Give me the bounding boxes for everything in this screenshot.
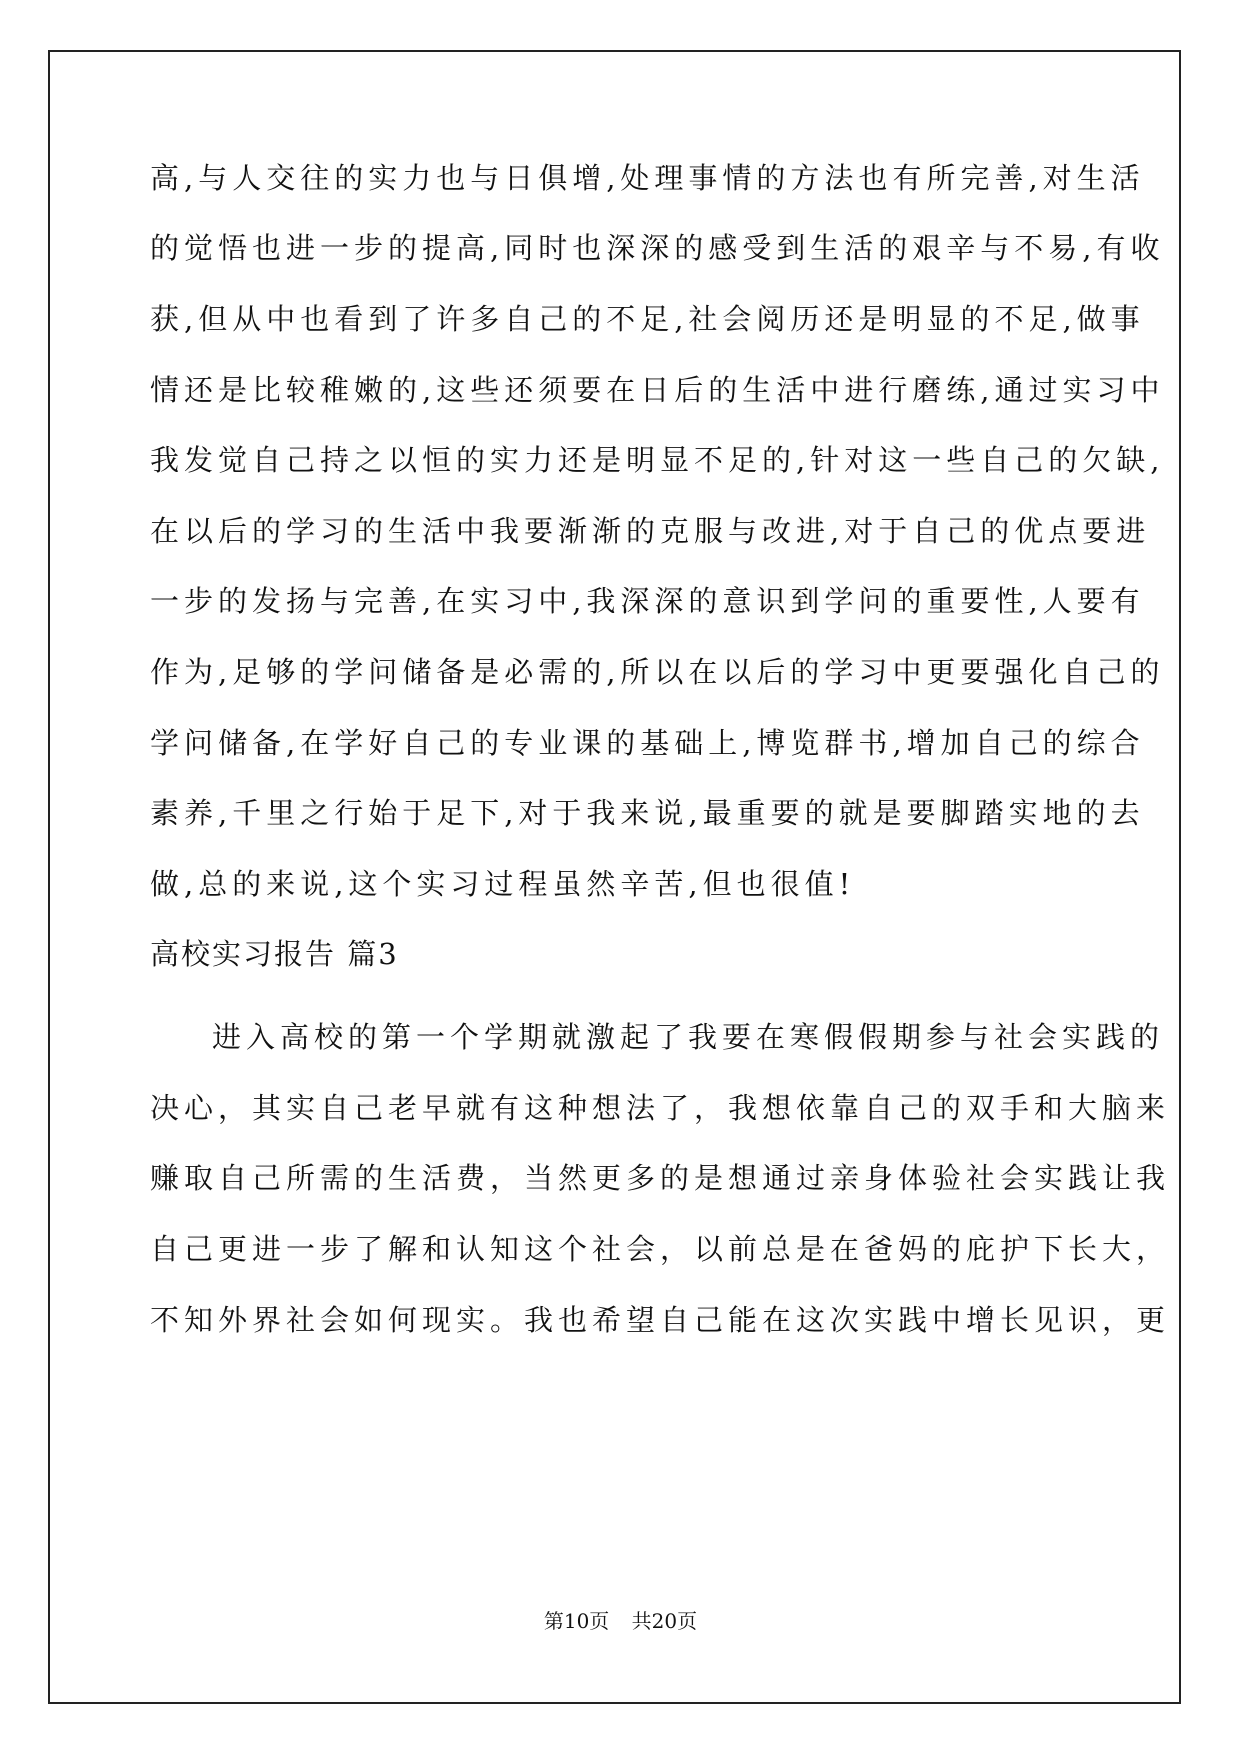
paragraph-1-line: 做,总的来说,这个实习过程虽然辛苦,但也很值! [150,867,856,901]
paragraph-2-line: 不知外界社会如何现实。我也希望自己能在这次实践中增长见识，更 [150,1303,1171,1337]
paragraph-1-line: 素养,千里之行始于足下,对于我来说,最重要的就是要脚踏实地的去 [150,796,1145,830]
paragraph-1-line: 获,但从中也看到了许多自己的不足,社会阅历还是明显的不足,做事 [150,302,1145,336]
page-footer [0,1608,1241,1634]
paragraph-1-line: 学问储备,在学好自己的专业课的基础上,博览群书,增加自己的综合 [150,726,1145,760]
paragraph-1-line: 一步的发扬与完善,在实习中,我深深的意识到学问的重要性,人要有 [150,584,1145,618]
paragraph-1-line: 情还是比较稚嫩的,这些还须要在日后的生活中进行磨练,通过实习中 [150,373,1165,407]
paragraph-2-line: 进入高校的第一个学期就激起了我要在寒假假期参与社会实践的 [212,1020,1165,1054]
page-number: 第10页 [543,1609,610,1633]
paragraph-1-line: 在以后的学习的生活中我要渐渐的克服与改进,对于自己的优点要进 [150,514,1151,548]
page-total: 共20页 [631,1609,698,1633]
paragraph-1-line: 我发觉自己持之以恒的实力还是明显不足的,针对这一些自己的欠缺, [150,443,1165,477]
paragraph-2-line: 自己更进一步了解和认知这个社会，以前总是在爸妈的庇护下长大， [150,1232,1171,1266]
paragraph-1-line: 作为,足够的学问储备是必需的,所以在以后的学习中更要强化自己的 [150,655,1165,689]
paragraph-2-line: 赚取自己所需的生活费，当然更多的是想通过亲身体验社会实践让我 [150,1161,1171,1195]
paragraph-1-line: 的觉悟也进一步的提高,同时也深深的感受到生活的艰辛与不易,有收 [150,231,1165,265]
paragraph-2-line: 决心，其实自己老早就有这种想法了，我想依靠自己的双手和大脑来 [150,1091,1171,1125]
paragraph-1-line: 高,与人交往的实力也与日俱增,处理事情的方法也有所完善,对生活 [150,161,1145,195]
section-heading: 高校实习报告 篇3 [150,937,399,971]
